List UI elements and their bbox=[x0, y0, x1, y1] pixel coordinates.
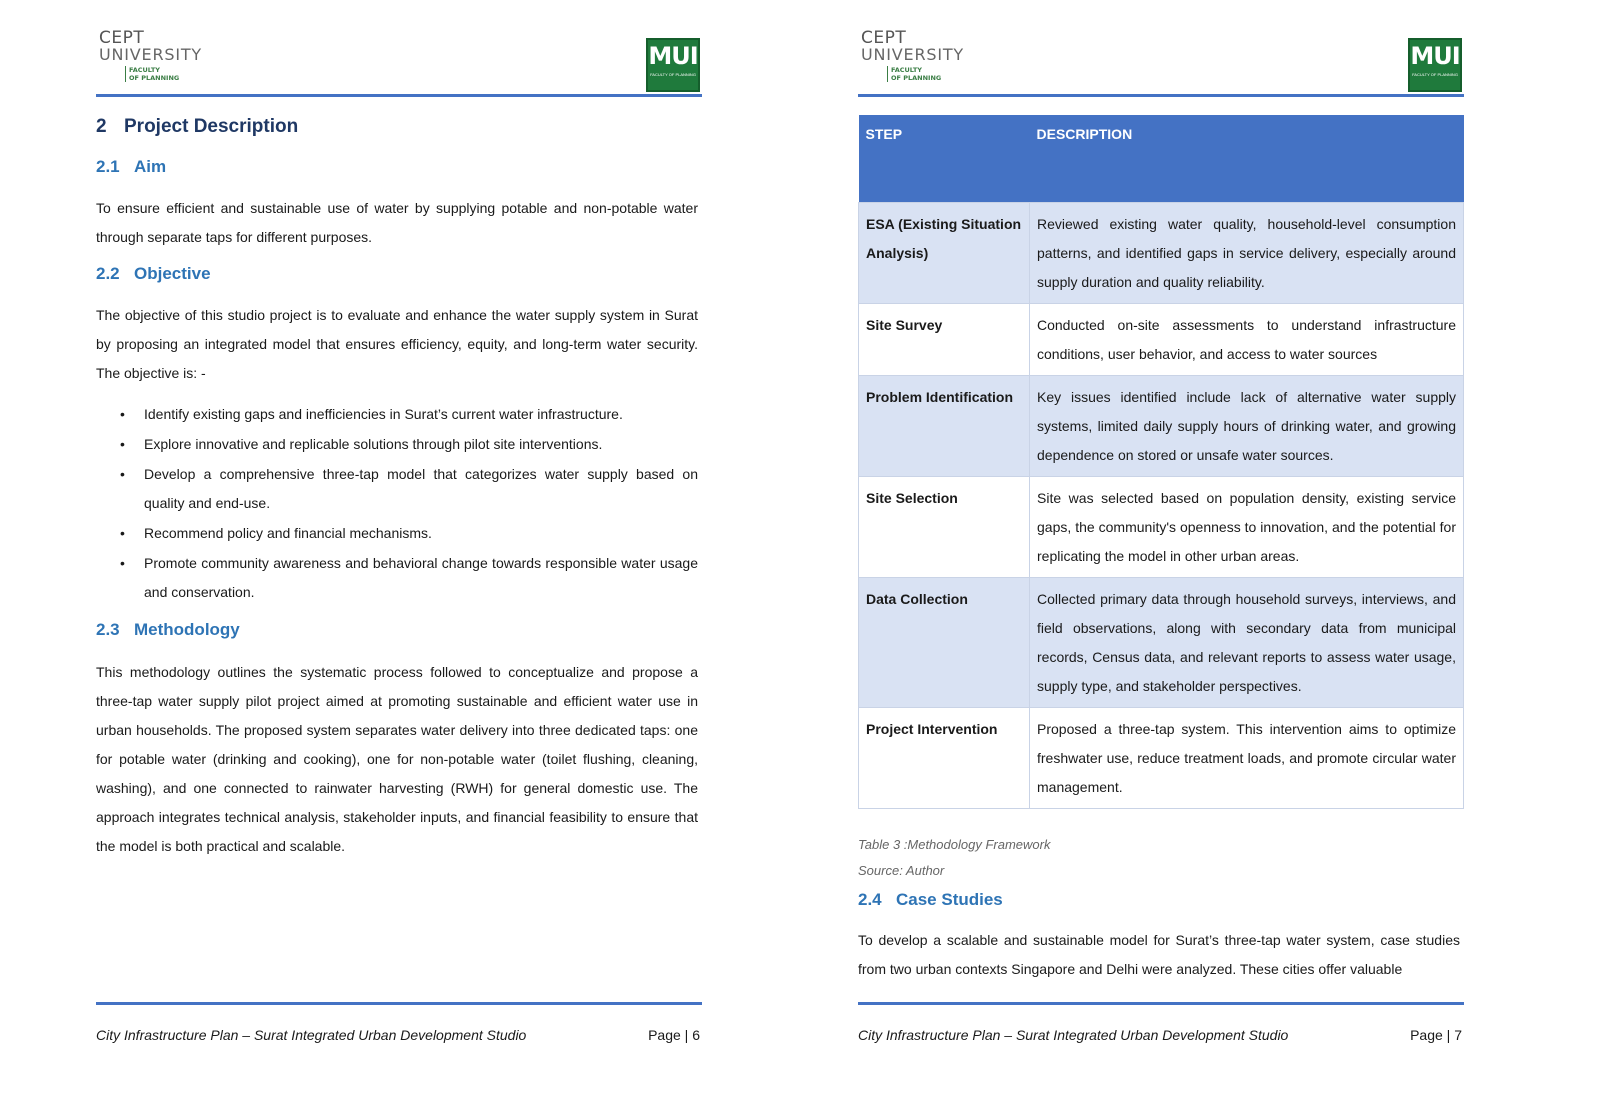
column-header-description: DESCRIPTION bbox=[1030, 115, 1464, 203]
methodology-table bbox=[858, 115, 1464, 809]
description-cell: Proposed a three-tap system. This intervention aims to optimize freshwater use, reduce treatment loads, and promote circular water management. bbox=[1030, 708, 1464, 809]
aim-heading: 2.1 Aim bbox=[96, 157, 167, 176]
page-6 bbox=[96, 0, 702, 1119]
list-item: • Explore innovative and replicable solutions through pilot site interventions. bbox=[96, 430, 698, 459]
table-header-row bbox=[859, 115, 1464, 203]
objective-list bbox=[96, 400, 698, 608]
methodology-text: This methodology outlines the systematic process followed to conceptualize and propose a three-tap water supply pilot project aimed at promoting sustainable and efficient water use in urban households. The proposed system separates water delivery into three dedicated taps: one for potable water (drinking and cooking), one for non-potable water (toilet flushing, cleaning, washing), and one connected to rainwater harvesting (RWH) for general domestic use. The approach integrates technical analysis, stakeholder inputs, and financial feasibility to ensure that the model is both practical and scalable. bbox=[96, 664, 698, 854]
step-cell: ESA (Existing Situation Analysis) bbox=[859, 203, 1030, 304]
footer-title: City Infrastructure Plan – Surat Integrated Urban Development Studio bbox=[858, 1027, 1289, 1043]
objective-heading: 2.2 Objective bbox=[96, 264, 211, 283]
step-cell: Site Survey bbox=[859, 304, 1030, 376]
table-row bbox=[859, 304, 1464, 376]
table-row bbox=[859, 376, 1464, 477]
case-studies-text: To develop a scalable and sustainable model for Surat’s three-tap water system, case studies from two urban contexts Singapore and Delhi were analyzed. These cities offer valuable bbox=[858, 932, 1460, 977]
column-header-step: STEP bbox=[859, 115, 1030, 203]
description-cell: Reviewed existing water quality, household-level consumption patterns, and identified gaps in service delivery, especially around supply duration and quality reliability. bbox=[1030, 203, 1464, 304]
table-source: Source: Author bbox=[858, 863, 945, 878]
page-number: Page | 7 bbox=[1410, 1027, 1462, 1043]
aim-text: To ensure efficient and sustainable use of water by supplying potable and non-potable water through separate taps for different purposes. bbox=[96, 200, 698, 245]
mui-logo: MUI FACULTY OF PLANNING bbox=[646, 38, 700, 92]
footer-title: City Infrastructure Plan – Surat Integrated Urban Development Studio bbox=[96, 1027, 527, 1043]
page-number: Page | 6 bbox=[648, 1027, 700, 1043]
description-cell: Key issues identified include lack of alternative water supply systems, limited daily supply hours of drinking water, and growing dependence on stored or unsafe water sources. bbox=[1030, 376, 1464, 477]
section-heading: 2 Project Description bbox=[96, 116, 299, 137]
list-item: • Develop a comprehensive three-tap model that categorizes water supply based on quality and end-use. bbox=[96, 460, 698, 518]
list-item: • Promote community awareness and behavioral change towards responsible water usage and conservation. bbox=[96, 549, 698, 607]
list-item: • Recommend policy and financial mechanisms. bbox=[96, 519, 698, 548]
mui-logo: MUI FACULTY OF PLANNING bbox=[1408, 38, 1462, 92]
description-cell: Site was selected based on population density, existing service gaps, the community's openness to innovation, and the potential for replicating the model in other urban areas. bbox=[1030, 477, 1464, 578]
page-7 bbox=[858, 0, 1464, 1119]
table-row bbox=[859, 477, 1464, 578]
table-row bbox=[859, 203, 1464, 304]
step-cell: Site Selection bbox=[859, 477, 1030, 578]
case-studies-heading: 2.4 Case Studies bbox=[858, 890, 1003, 909]
header-rule bbox=[858, 94, 1464, 97]
step-cell: Project Intervention bbox=[859, 708, 1030, 809]
header-rule bbox=[96, 94, 702, 97]
description-cell: Collected primary data through household surveys, interviews, and field observations, along with secondary data from municipal records, Census data, and relevant reports to assess water usage, supply type, and stakeholder perspectives. bbox=[1030, 578, 1464, 708]
objective-text: The objective of this studio project is to evaluate and enhance the water supply system in Surat by proposing an integrated model that ensures efficiency, equity, and long-term water security. The objective is: - bbox=[96, 307, 698, 381]
cept-university-logo: CEPT UNIVERSITY FACULTY OF PLANNING bbox=[861, 28, 964, 82]
footer-rule bbox=[858, 1002, 1464, 1005]
table-row bbox=[859, 708, 1464, 809]
footer-rule bbox=[96, 1002, 702, 1005]
cept-university-logo: CEPT UNIVERSITY FACULTY OF PLANNING bbox=[99, 28, 202, 82]
description-cell: Conducted on-site assessments to understand infrastructure conditions, user behavior, and access to water sources bbox=[1030, 304, 1464, 376]
list-item: • Identify existing gaps and inefficiencies in Surat’s current water infrastructure. bbox=[96, 400, 698, 429]
step-cell: Problem Identification bbox=[859, 376, 1030, 477]
step-cell: Data Collection bbox=[859, 578, 1030, 708]
methodology-heading: 2.3 Methodology bbox=[96, 620, 240, 639]
table-row bbox=[859, 578, 1464, 708]
table-caption: Table 3 :Methodology Framework bbox=[858, 837, 1051, 852]
